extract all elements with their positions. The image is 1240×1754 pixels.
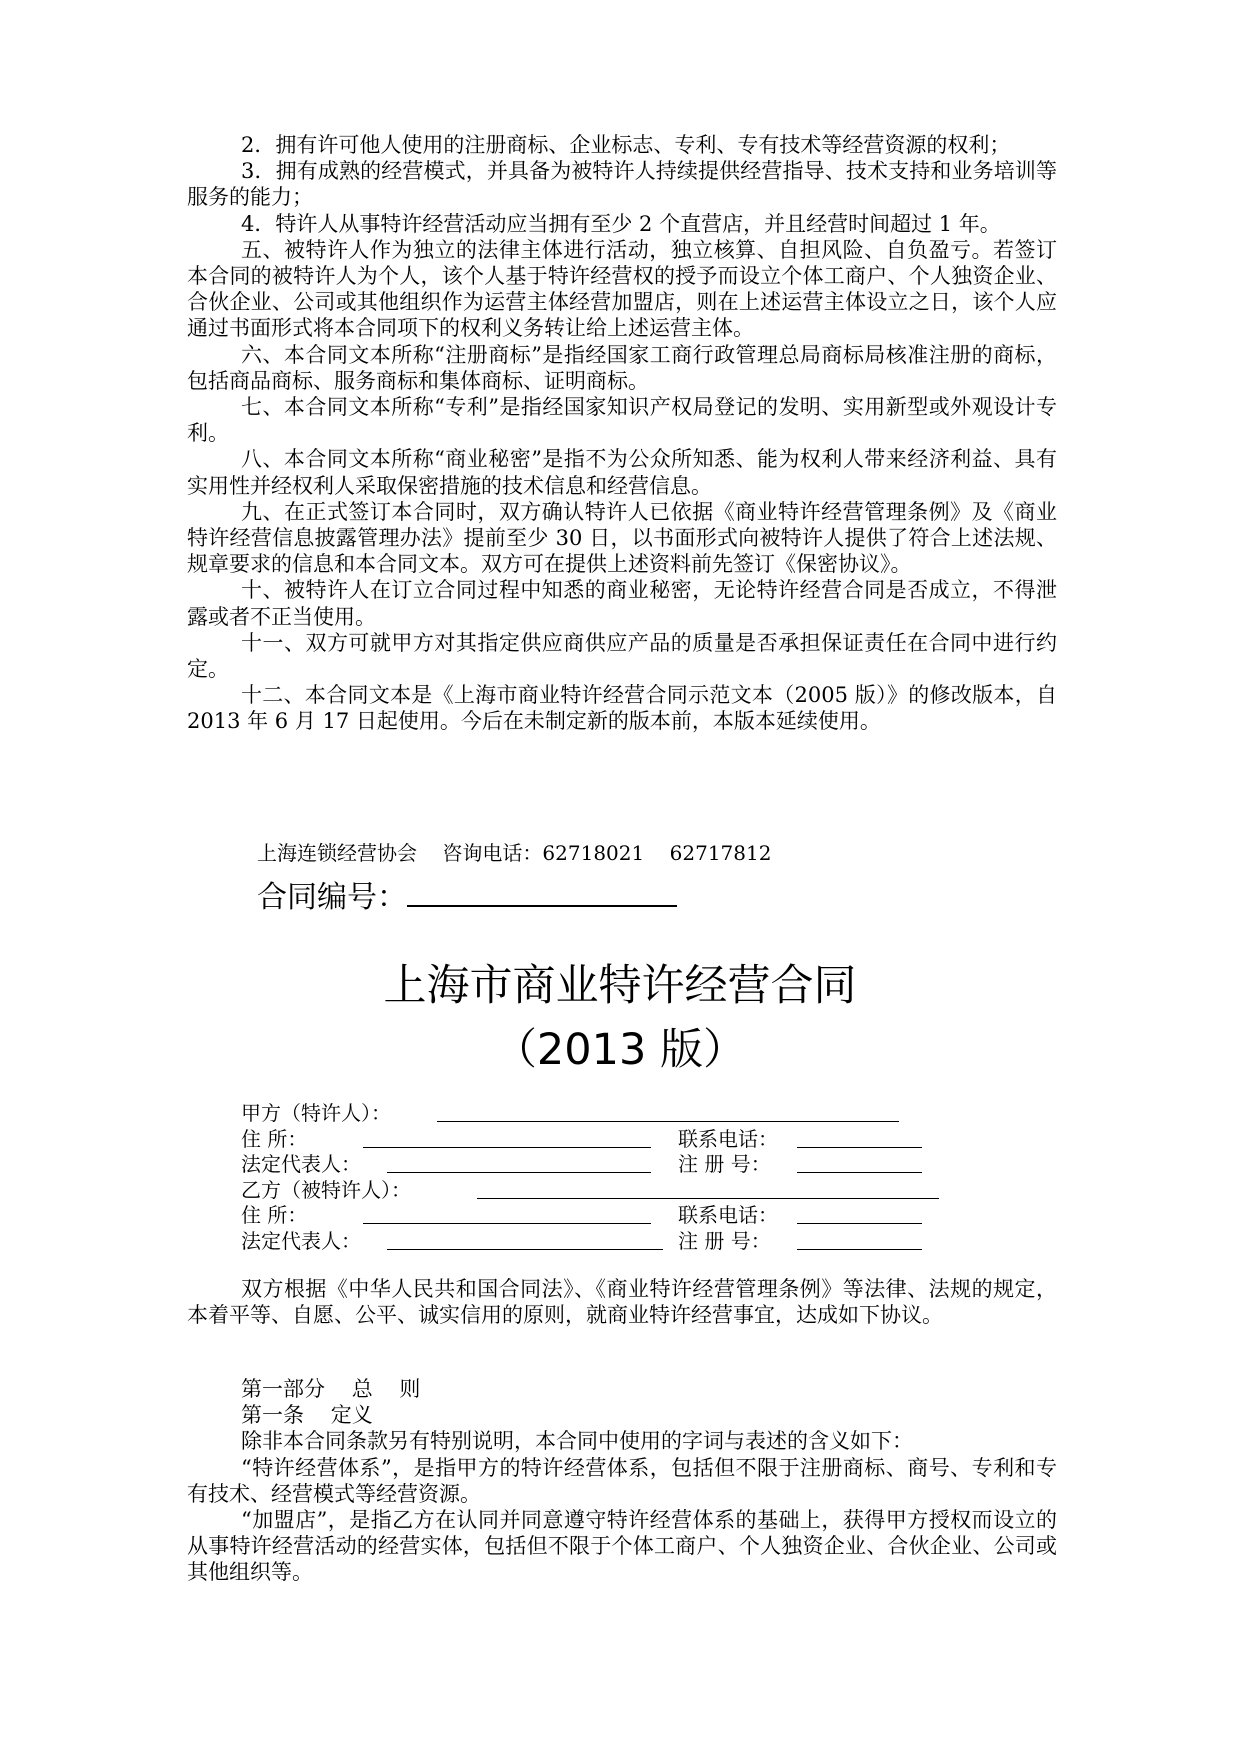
reg-no-blank: [797, 1172, 922, 1173]
paragraph: “加盟店”，是指乙方在认同并同意遵守特许经营体系的基础上，获得甲方授权而设立的从事特许经营活动的经营实体，包括但不限于个体工商户、个人独资企业、合伙企业、公司或其他组织等。: [187, 1508, 1057, 1585]
address-label: 住 所：: [241, 1203, 308, 1227]
address-label: 住 所：: [241, 1126, 308, 1151]
legal-rep-blank: [387, 1249, 663, 1250]
association-contact-line: 上海连锁经营协会 咨询电话：62718021 62717812: [257, 841, 772, 865]
reg-no-label: 注 册 号：: [678, 1152, 771, 1176]
paragraph: “特许经营体系”，是指甲方的特许经营体系，包括但不限于注册商标、商号、专利和专有技术、经营模式等经营资源。: [187, 1455, 1057, 1506]
agreement-preamble: [187, 1276, 1057, 1328]
paragraph: 九、在正式签订本合同时，双方确认特许人已依据《商业特许经营管理条例》及《商业特许经营信息披露管理办法》提前至少 30 日，以书面形式向被特许人提供了符合上述法规、规章要求的信息和本合同文本。双方可在提供上述资料前先签订《保密协议》。: [187, 499, 1057, 577]
paragraph: 十、被特许人在订立合同过程中知悉的商业秘密，无论特许经营合同是否成立，不得泄露或者不正当使用。: [187, 578, 1057, 629]
phone-label: 联系电话：: [678, 1203, 778, 1227]
party-b-label: 乙方（被特许人）：: [241, 1177, 411, 1202]
reg-no-blank: [797, 1249, 922, 1250]
reg-no-label: 注 册 号：: [678, 1228, 771, 1253]
phone-blank: [797, 1147, 922, 1148]
document-subtitle: （2013 版）: [493, 1025, 747, 1075]
legal-rep-blank: [387, 1172, 651, 1173]
contract-number-label: 合同编号：: [257, 880, 407, 915]
paragraph: 八、本合同文本所称“商业秘密”是指不为公众所知悉、能为权利人带来经济利益、具有实用性并经权利人采取保密措施的技术信息和经营信息。: [187, 447, 1057, 498]
legal-rep-label: 法定代表人：: [241, 1152, 361, 1176]
address-blank: [363, 1223, 651, 1224]
paragraph: 除非本合同条款另有特别说明，本合同中使用的字词与表述的含义如下：: [241, 1429, 913, 1454]
phone-blank: [797, 1223, 922, 1224]
paragraph: 五、被特许人作为独立的法律主体进行活动，独立核算、自担风险、自负盈亏。若签订本合同的被特许人为个人，该个人基于特许经营权的授予而设立个体工商户、个人独资企业、合伙企业、公司或其他组织作为运营主体经营加盟店，则在上述运营主体设立之日，该个人应通过书面形式将本合同项下的权利义务转让给上述运营主体。: [187, 237, 1057, 341]
general-provisions: [187, 1376, 1057, 1586]
paragraph: 4．特许人从事特许经营活动应当拥有至少 2 个直营店，并且经营时间超过 1 年。: [241, 211, 1001, 236]
paragraph: 七、本合同文本所称“专利”是指经国家知识产权局登记的发明、实用新型或外观设计专利。: [187, 395, 1057, 446]
party-a-label: 甲方（特许人）：: [241, 1101, 391, 1125]
paragraph: 十二、本合同文本是《上海市商业特许经营合同示范文本（2005 版）》的修改版本，自 2013 年 6 月 17 日起使用。今后在未制定新的版本前，本版本延续使用。: [187, 683, 1057, 734]
legal-rep-label: 法定代表人：: [241, 1228, 361, 1253]
document-title: 上海市商业特许经营合同: [383, 961, 857, 1011]
paragraph: 六、本合同文本所称“注册商标”是指经国家工商行政管理总局商标局核准注册的商标，包括商品商标、服务商标和集体商标、证明商标。: [187, 342, 1057, 393]
phone-label: 联系电话：: [678, 1126, 778, 1151]
article-heading: 第一条 定义: [241, 1403, 373, 1428]
contract-number: [257, 877, 677, 918]
notes-body: [187, 132, 1057, 735]
address-blank: [363, 1147, 651, 1148]
party-b-blank: [477, 1198, 939, 1199]
contract-number-blank: [407, 877, 677, 907]
paragraph: 双方根据《中华人民共和国合同法》、《商业特许经营管理条例》等法律、法规的规定，本着平等、自愿、公平、诚实信用的原则，就商业特许经营事宜，达成如下协议。: [187, 1277, 1057, 1328]
part-heading: 第一部分 总 则: [241, 1377, 421, 1401]
party-a-blank: [437, 1121, 899, 1122]
paragraph: 十一、双方可就甲方对其指定供应商供应产品的质量是否承担保证责任在合同中进行约定。: [187, 630, 1057, 682]
paragraph: 3．拥有成熟的经营模式，并具备为被特许人持续提供经营指导、技术支持和业务培训等服务的能力；: [187, 159, 1057, 210]
paragraph: 2．拥有许可他人使用的注册商标、企业标志、专利、专有技术等经营资源的权利；: [241, 133, 1011, 157]
